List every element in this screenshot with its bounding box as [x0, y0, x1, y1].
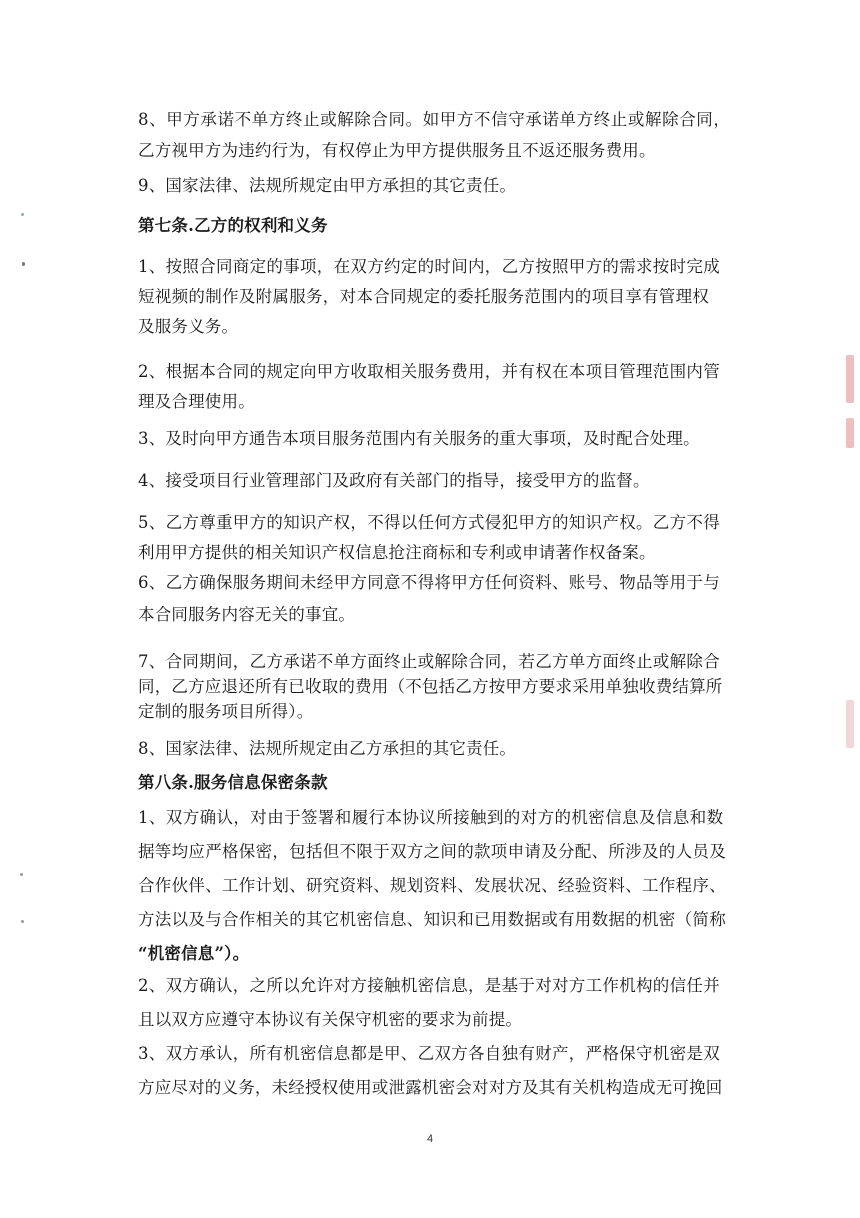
text-line: 据等均应严格保密，包括但不限于双方之间的款项申请及分配、所涉及的人员及 [138, 842, 726, 861]
text-line: 方法以及与合作相关的其它机密信息、知识和已用数据或有用数据的机密（简称 [138, 910, 726, 929]
text-line: 乙方视甲方为违约行为，有权停止为甲方提供服务且不返还服务费用。 [138, 141, 656, 160]
seal-stamp-edge [846, 418, 854, 448]
section-heading: 第八条.服务信息保密条款 [138, 773, 328, 792]
clause-7-item-5 [138, 511, 738, 565]
text-line: 本合同服务内容无关的事宜。 [138, 605, 356, 624]
clause-6-item-9 [138, 174, 738, 198]
scan-speck [21, 920, 24, 923]
text-line: 8、国家法律、法规所规定由乙方承担的其它责任。 [138, 739, 517, 758]
text-line: 短视频的制作及附属服务，对本合同规定的委托服务范围内的项目享有管理权 [138, 287, 710, 306]
text-line: 2、双方确认，之所以允许对方接触机密信息，是基于对对方工作机构的信任并 [138, 976, 720, 995]
text-line: 9、国家法律、法规所规定由甲方承担的其它责任。 [138, 176, 517, 195]
page-number: 4 [426, 1133, 434, 1145]
clause-7-item-8 [138, 737, 738, 761]
article-8-heading [138, 771, 738, 795]
article-7-heading [138, 214, 738, 238]
text-line: 方应尽对的义务，未经授权使用或泄露机密会对对方及其有关机构造成无可挽回 [138, 1078, 723, 1097]
clause-7-item-6 [138, 571, 738, 627]
text-line: 定制的服务项目所得）。 [138, 702, 314, 721]
clause-7-item-3 [138, 427, 738, 451]
clause-7-item-7 [138, 650, 738, 724]
clause-6-item-8 [138, 108, 738, 163]
text-line: 5、乙方尊重甲方的知识产权，不得以任何方式侵犯甲方的知识产权。乙方不得 [138, 513, 720, 532]
text-line: “机密信息”）。 [138, 944, 250, 963]
text-line: 1、按照合同商定的事项，在双方约定的时间内，乙方按照甲方的需求按时完成 [138, 257, 720, 276]
text-line: 2、根据本合同的规定向甲方收取相关服务费用，并有权在本项目管理范围内管 [138, 362, 720, 381]
section-heading: 第七条.乙方的权利和义务 [138, 216, 328, 235]
clause-7-item-1 [138, 255, 738, 339]
text-line: 理及合理使用。 [138, 392, 255, 411]
scan-speck [20, 873, 23, 876]
scan-speck [21, 213, 24, 216]
text-line: 且以双方应遵守本协议有关保守机密的要求为前提。 [138, 1010, 523, 1029]
text-line: 3、双方承认，所有机密信息都是甲、乙双方各自独有财产，严格保守机密是双 [138, 1044, 720, 1063]
text-line: 同，乙方应退还所有已收取的费用（不包括乙方按甲方要求采用单独收费结算所 [138, 677, 723, 696]
text-line: 合作伙伴、工作计划、研究资料、规划资料、发展状况、经验资料、工作程序、 [138, 876, 726, 895]
clause-7-item-4 [138, 469, 738, 493]
text-line: 利用甲方提供的相关知识产权信息抢注商标和专利或申请著作权备案。 [138, 543, 656, 562]
scan-speck [22, 262, 25, 266]
text-line: 3、及时向甲方通告本项目服务范围内有关服务的重大事项，及时配合处理。 [138, 429, 700, 448]
clause-8-item-3 [138, 1042, 738, 1100]
clause-7-item-2 [138, 360, 738, 414]
seal-stamp-edge [846, 700, 854, 748]
clause-8-item-2 [138, 974, 738, 1032]
text-line: 4、接受项目行业管理部门及政府有关部门的指导，接受甲方的监督。 [138, 471, 650, 490]
text-line: 6、乙方确保服务期间未经甲方同意不得将甲方任何资料、账号、物品等用于与 [138, 573, 720, 592]
text-line: 7、合同期间，乙方承诺不单方面终止或解除合同，若乙方单方面终止或解除合 [138, 652, 720, 671]
clause-8-item-1 [138, 806, 738, 966]
text-line: 1、双方确认，对由于签署和履行本协议所接触到的对方的机密信息及信息和数 [138, 808, 724, 827]
seal-stamp-edge [846, 355, 854, 403]
text-line: 及服务义务。 [138, 317, 239, 336]
text-line: 8、甲方承诺不单方终止或解除合同。如甲方不信守承诺单方终止或解除合同， [138, 110, 731, 129]
